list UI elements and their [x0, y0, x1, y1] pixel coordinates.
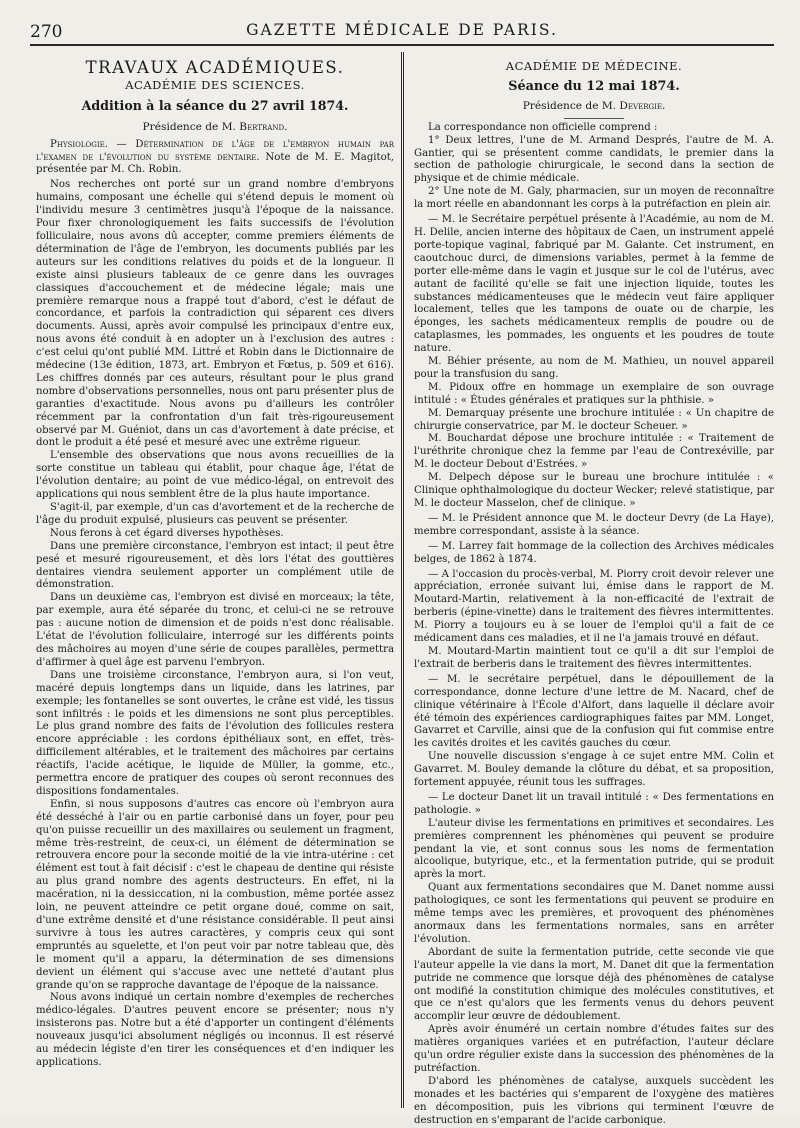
paragraph: L'auteur divise les fermentations en primitives et secondaires. Les premières comprennent les phénomènes qui peuvent se produire pendant la vie, et sont connus sous les noms de fermentation alcoolique, butyrique, etc., et la fermentation putride, qui se produit après la mort. [414, 817, 774, 881]
paragraph: Abordant de suite la fermentation putride, cette seconde vie que l'auteur appelle la vie dans la mort, M. Danet dit que la fermentation putride ne commence que lorsque déjà des phénomènes de catalyse ont modifié la constitution chimique des molécules constitutives, et que ce n'est qu'alors que les ferments venus du dehors peuvent accomplir leur œuvre de dédoublement. [414, 946, 774, 1023]
paragraph: Après avoir énuméré un certain nombre d'études faites sur des matières organiques variées et en putréfaction, l'auteur déclare qu'un ordre régulier existe dans la succession des phénomènes de la putréfaction. [414, 1024, 774, 1074]
topic-title: — Détermination de l'âge de l'embryon humain par l'examen de l'évolution du système dentaire. [36, 138, 394, 163]
presidence-prefix: Présidence de M. [522, 99, 620, 112]
paragraph: Nous ferons à cet égard diverses hypothèses. [50, 527, 284, 539]
right-column [414, 58, 774, 1126]
paragraph: M. Demarquay présente une brochure intitulée : « Un chapitre de chirurgie conservatrice, par M. le docteur Scheuer. » [414, 407, 774, 432]
page-number: 270 [30, 22, 63, 42]
topic-label: Physiologie. [50, 138, 108, 150]
paragraph: — A l'occasion du procès-verbal, M. Piorry croit devoir relever une appréciation, erronée suivant lui, émise dans le rapport de M. Moutard-Martin, relativement à la non-efficacité de l'extrait de berberis (épine-vinette) dans le traitement des fièvres intermittentes. M. Piorry a toujours eu à se louer de l'emploi qu'il a fait de ce médicament dans ces maladies, et il ne l'a jamais trouvé en défaut. [414, 568, 774, 645]
presidence-end: . [284, 120, 288, 133]
presidence-line [36, 121, 394, 134]
paragraph: M. Pidoux offre en hommage un exemplaire de son ouvrage intitulé : « Études générales et pratiques sur la phthisie. » [414, 381, 774, 406]
section-title: TRAVAUX ACADÉMIQUES. [85, 58, 345, 77]
presidence-end: . [661, 99, 666, 112]
paragraph: Dans un deuxième cas, l'embryon est divisé en morceaux; la tête, par exemple, aura été séparée du tronc, et celui-ci ne se retrouve pas : aucune notion de dimension et de poids n'est donc réalisable. L'état de l'évolution folliculaire, interrogé sur les différents points des mâchoires au moyen d'une série de coupes parallèles, permettra d'affirmer à quel âge est parvenu l'embryon. [36, 592, 394, 668]
paragraph: Enfin, si nous supposons d'autres cas encore où l'embryon aura été desséché à l'air ou en partie carbonisé dans un foyer, pour peu qu'on puisse recueillir un des maxillaires ou seulement un fragment, même très-restreint, de ceux-ci, un élément de détermination se retrouvera encore pour la seconde moitié de la vie intra-utérine : cet élément est tout à fait décisif : c'est le chapeau de dentine qui résiste au plus grand nombre des agents destructeurs. En effet, ni la macération, ni la dessiccation, ni la combustion, même portée assez loin, ne peuvent atteindre ce petit organe doué, comme on sait, d'une extrême densité et d'une résistance considérable. Il peut ainsi survivre à tous les autres caractères, y compris ceux qui sont empruntés au squelette, et l'on peut voir par notre tableau que, dès le moment qu'il a apparu, la détermination de ses dimensions devient un élément qui s'accuse avec une netteté d'autant plus grande qu'on se rapproche davantage de l'époque de la naissance. [36, 798, 394, 991]
topic-heading [36, 139, 394, 178]
paragraph: Quant aux fermentations secondaires que M. Danet nomme aussi pathologiques, ce sont les fermentations qui peuvent se produire en même temps avec les premières, et provoquent des phénomènes anormaux dans les fermentations normales, sans en arrêter l'évolution. [414, 882, 774, 945]
paragraph: — Le docteur Danet lit un travail intitulé : « Des fermentations en pathologie. » [414, 791, 774, 816]
paragraph: — M. Larrey fait hommage de la collection des Archives médicales belges, de 1862 à 1874. [414, 540, 774, 565]
paragraph: — M. le secrétaire perpétuel, dans le dépouillement de la correspondance, donne lecture d'une lettre de M. Nacard, chef de clinique vétérinaire à l'École d'Alfort, dans laquelle il déclare avoir été témoin des expériences cardiographiques faites par MM. Longet, Gavarret et Carville, ainsi que de la confusion qui fut commise entre les cavités droites et les cavités gauches du cœur. [414, 673, 774, 750]
paragraph: D'abord les phénomènes de catalyse, auxquels succèdent les monades et les bactéries qui s'emparent de l'oxygène des matières en décomposition, puis les vibrions qui terminent l'œuvre de destruction en s'emparant de l'acide carbonique. [414, 1075, 774, 1126]
paragraph: L'ensemble des observations que nous avons recueillies de la sorte constitue un tableau qui établit, pour chaque âge, l'état de l'évolution dentaire; au point de vue médico-légal, on entrevoit des applications qui nous semblent être de la plus haute importance. [36, 450, 394, 501]
presidence-prefix: Présidence de M. [142, 120, 240, 133]
academy-title: ACADÉMIE DES SCIENCES. [125, 77, 305, 92]
paragraph: M. Delpech dépose sur le bureau une brochure intitulée : « Clinique ophthalmologique du docteur Wecker; relevé statistique, par M. le docteur Masselon, chef de clinique. » [414, 472, 774, 509]
paragraph: Nos recherches ont porté sur un grand nombre d'embryons humains, composant une échelle qui s'étend depuis le moment où l'individu mesure 3 centimètres jusqu'à l'époque de la naissance. Pour fixer chronologiquement les faits successifs de l'évolution folliculaire, nous avons dû accepter, comme premiers éléments de détermination de l'âge de l'embryon, les documents publiés par les auteurs sur les conditions relatives du poids et de la longueur. Il existe ainsi plusieurs tableaux de ce genre dans les ouvrages classiques d'accouchement et de médecine légale; mais une première remarque nous a frappé tout d'abord, c'est le défaut de concordance, et parfois la contradiction qui séparent ces divers documents. Aussi, après avoir compulsé les principaux d'entre eux, nous avons été conduit à en adopter un à l'exclusion des autres : c'est celui qu'ont publié MM. Littré et Robin dans le Dictionnaire de médecine (13e édition, 1873, art. Embryon et Fœtus, p. 509 et 616). Les chiffres donnés par ces auteurs, résultant pour le plus grand nombre d'observations personnelles, nous ont paru présenter plus de garanties d'exactitude. Nous avons pu d'ailleurs les contrôler récemment par la confrontation d'un fait très-rigoureusement observé par M. Guéniot, dans un cas d'avortement à date précise, et dont le produit a été pesé et mesuré avec une extrême rigueur. [36, 179, 394, 449]
paragraph: M. Bouchardat dépose une brochure intitulée : « Traitement de l'uréthrite chronique chez la femme par l'eau de Contrexéville, par M. le docteur Debout d'Estrées. » [414, 433, 774, 471]
paragraph: 2° Une note de M. Galy, pharmacien, sur un moyen de reconnaître la mort réelle en abandonnant les corps à la putréfaction en plein air. [414, 186, 774, 211]
topic-author: Note de M. E. Magitot, présentée par M. Ch. Robin. [36, 151, 395, 176]
left-column [36, 58, 394, 1108]
paragraph: — M. le Président annonce que M. le docteur Devry (de La Haye), membre correspondant, assiste à la séance. [414, 512, 774, 537]
paragraph: La correspondance non officielle comprend : [428, 121, 658, 133]
paragraph: Dans une troisième circonstance, l'embryon aura, si l'on veut, macéré depuis longtemps dans un liquide, dans les latrines, par exemple; les fontanelles se sont ouvertes, le crâne est vidé, les tissus sont infiltrés : le poids et les dimensions ne sont plus perceptibles. Le plus grand nombre des faits de l'évolution des follicules restera encore appréciable : les cordons épithéliaux sont, en effet, très-difficilement altérables, et le traitement des mâchoires par certains réactifs, l'acide acétique, le liquide de Müller, la gomme, etc., permettra encore de pratiquer des coupes où seront reconnues des dispositions fondamentales. [36, 669, 394, 797]
paragraph: S'agit-il, par exemple, d'un cas d'avortement et de la recherche de l'âge du produit expulsé, plusieurs cas peuvent se présenter. [36, 502, 394, 526]
paragraph: 1° Deux lettres, l'une de M. Armand Després, l'autre de M. A. Gantier, qui se présentent comme candidats, le premier dans la section de pathologie chirurgicale, le second dans la section de physique et de chimie médicale. [414, 134, 774, 185]
paragraph: Dans une première circonstance, l'embryon est intact; il peut être pesé et mesuré rigoureusement, et dès lors l'état des gouttières dentaires viendra seulement apporter un complément utile de démonstration. [36, 540, 394, 591]
president-name: Bertrand [239, 120, 285, 133]
column-divider [401, 52, 404, 1108]
separator-rule [564, 118, 624, 119]
paragraph: M. Moutard-Martin maintient tout ce qu'il a dit sur l'emploi de l'extrait de berberis dans le traitement des fièvres intermittentes. [414, 645, 774, 670]
session-title: Séance du 12 mai 1874. [508, 78, 680, 94]
page-header [30, 20, 774, 46]
academy-title: ACADÉMIE DE MÉDECINE. [505, 59, 683, 73]
session-title: Addition à la séance du 27 avril 1874. [81, 97, 349, 113]
paragraph: M. Béhier présente, au nom de M. Mathieu, un nouvel appareil pour la transfusion du sang. [414, 356, 774, 380]
paragraph: — M. le Secrétaire perpétuel présente à l'Académie, au nom de M. H. Delile, ancien interne des hôpitaux de Caen, un instrument appelé porte-topique vaginal, fabriqué par M. Galante. Cet instrument, en caoutchouc durci, de dimensions variables, permet à la femme de porter elle-même dans le vagin et jusque sur le col de l'utérus, avec autant de facilité qu'elle se fait une injection liquide, toutes les substances médicamenteuses que le médecin veut faire appliquer localement, telles que les tampons de ouate ou de charpie, les éponges, les sachets médicamenteux remplis de poudre ou de cataplasmes, les pommades, les onguents et les poudres de toute nature. [414, 214, 774, 355]
presidence-line [414, 100, 774, 113]
paragraph: Une nouvelle discussion s'engage à ce sujet entre MM. Colin et Gavarret. M. Bouley demande la clôture du débat, et sa proposition, fortement appuyée, réunit tous les suffrages. [414, 751, 774, 789]
paragraph: Nous avons indiqué un certain nombre d'exemples de recherches médico-légales. D'autres peuvent encore se présenter; nous n'y insisterons pas. Notre but a été d'apporter un contingent d'éléments nouveaux jusqu'ici absolument négligés ou inconnus. Il est réservé au médecin légiste d'en tirer les conséquences et d'en indiquer les applications. [36, 992, 394, 1068]
president-name: Devergie [619, 99, 662, 112]
journal-title: GAZETTE MÉDICALE DE PARIS. [246, 21, 558, 39]
